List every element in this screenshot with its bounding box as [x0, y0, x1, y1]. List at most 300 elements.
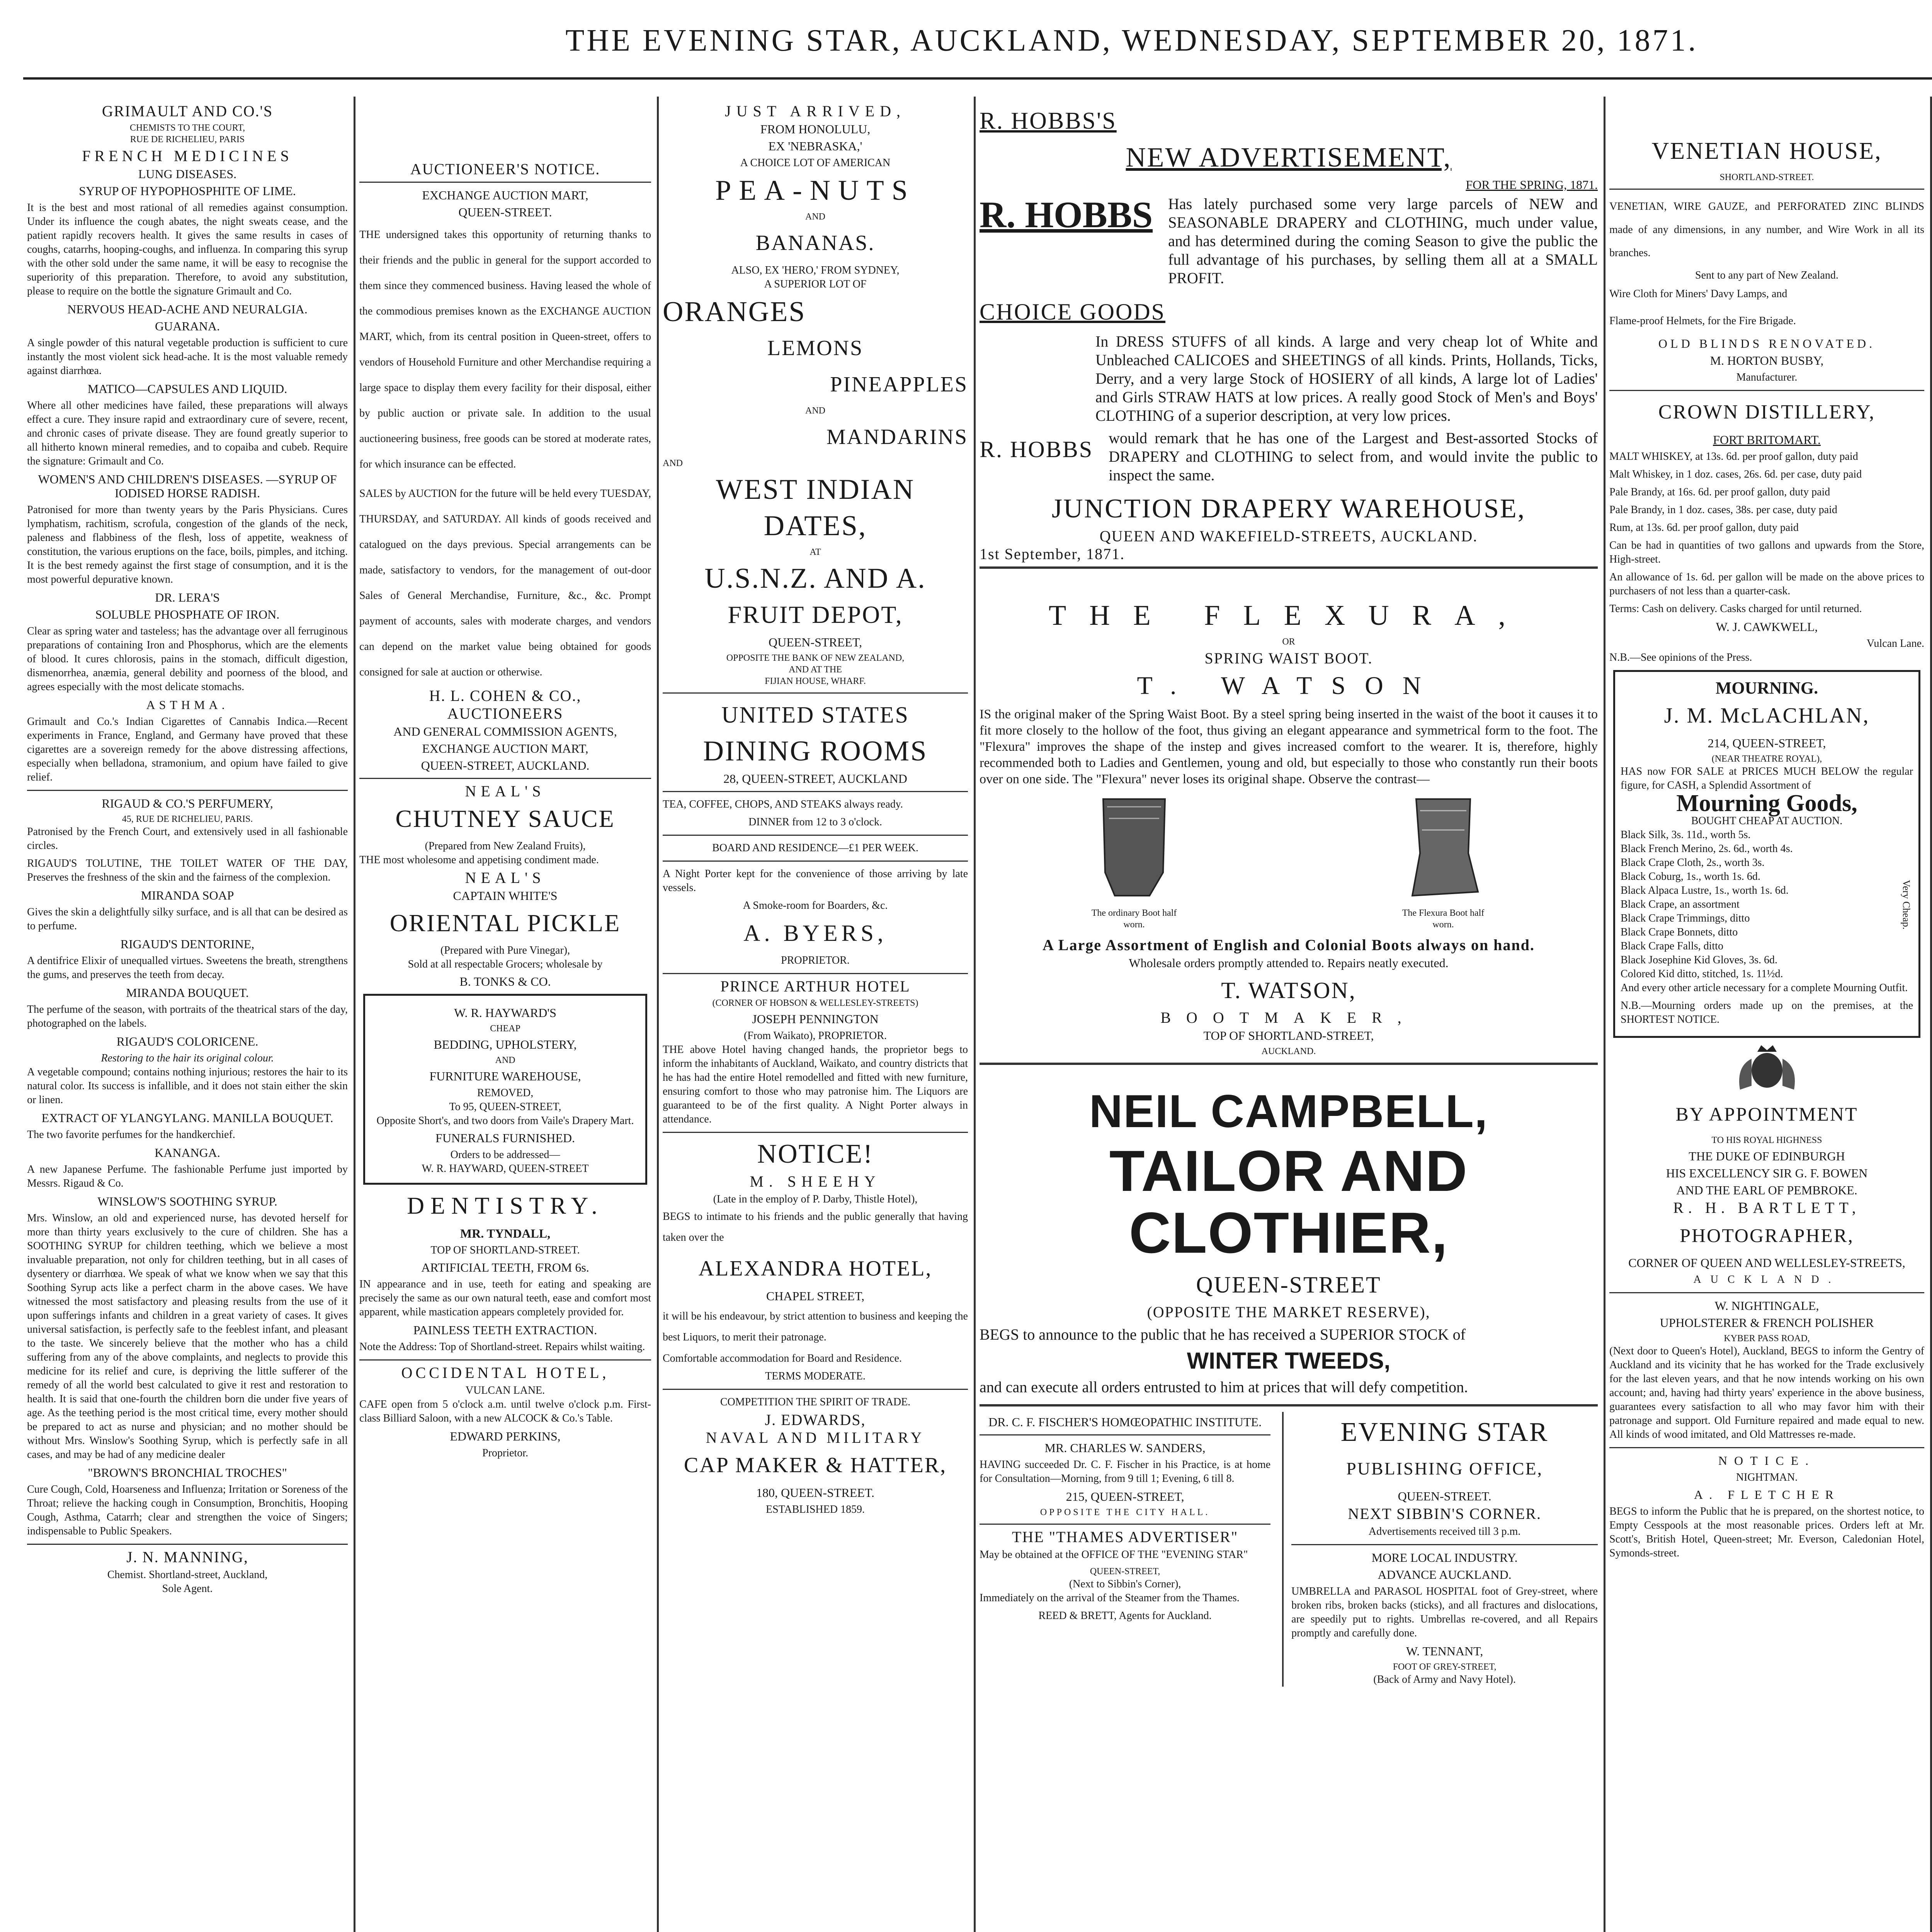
tennant: W. TENNANT, [1406, 1644, 1483, 1658]
dining-dinner: DINNER from 12 to 3 o'clock. [748, 816, 882, 828]
teeth-title: ARTIFICIAL TEETH, FROM 6s. [421, 1260, 589, 1274]
ordinary-boot [1084, 795, 1184, 930]
sanders-body: HAVING succeeded Dr. C. F. Fischer in his Practice, is at home for Consultation—Morning, from 9 till 1; Evening, 6 till 8. [980, 1459, 1271, 1485]
advance-auckland: ADVANCE AUCKLAND. [1378, 1568, 1512, 1582]
miranda-soap-body: Gives the skin a delightfully silky surface, and is all that can be desired as to perfume. [27, 906, 348, 932]
lung-sub: SYRUP OF HYPOPHOSPHITE OF LIME. [79, 184, 296, 198]
flexura-title: THE FLEXURA, [1048, 600, 1529, 631]
vulcan: VULCAN LANE. [465, 1384, 545, 1396]
perkins-sub: Proprietor. [482, 1447, 528, 1459]
venetian-street: SHORTLAND-STREET. [1719, 172, 1814, 182]
rigaud-patron: Patronised by the French Court, and extensively used in all fashionable circles. [27, 826, 348, 852]
mourning-item: Colored Kid ditto, stitched, 1s. 11½d. [1621, 968, 1783, 980]
fruit-line: ALSO, EX 'HERO,' FROM SYDNEY, [731, 264, 900, 276]
new-advertisement: NEW ADVERTISEMENT, [1126, 142, 1452, 173]
chutney-title: CHUTNEY SAUCE [395, 805, 615, 832]
crown-fort: FORT BRITOMART. [1713, 433, 1821, 447]
cohen-sub: AUCTIONEERS [447, 705, 563, 722]
bottom-split [980, 1412, 1598, 1687]
hobbs-block [980, 195, 1598, 291]
hayward-line: FUNERALS FURNISHED. [435, 1131, 575, 1145]
mourning-item: Black Silk, 3s. 11d., worth 5s. [1621, 829, 1751, 841]
crown-title: CROWN DISTILLERY, [1658, 401, 1876, 423]
mourning-goods: Mourning Goods, [1676, 790, 1857, 816]
divider [980, 1434, 1270, 1435]
spring-boot: SPRING WAIST BOOT. [1204, 650, 1373, 667]
terms: TERMS MODERATE. [765, 1370, 866, 1382]
divider [1291, 1544, 1598, 1545]
manning-address: Chemist. Shortland-street, Auckland, [107, 1569, 268, 1581]
masthead-rule [23, 77, 1932, 80]
royal-crest-icon [1728, 1043, 1806, 1094]
byers-title: A. BYERS, [743, 920, 887, 946]
oranges-title: ORANGES [663, 296, 806, 328]
alexandra-acc: Comfortable accommodation for Board and Residence. [663, 1352, 902, 1364]
divider [1609, 1447, 1924, 1448]
sheehy-sub: (Late in the employ of P. Darby, Thistle Hotel), [713, 1193, 918, 1205]
kyber: KYBER PASS ROAD, [1724, 1333, 1810, 1344]
sheehy: M. SHEEHY [750, 1173, 881, 1190]
mourning-list [1621, 828, 1899, 981]
divider [980, 566, 1598, 569]
pennington: JOSEPH PENNINGTON [752, 1012, 879, 1026]
column-divider [354, 97, 355, 1932]
pennington-sub: (From Waikato), PROPRIETOR. [743, 1030, 887, 1042]
mandarins-title: MANDARINS [826, 425, 968, 449]
ordinary-boot-icon [1092, 795, 1177, 903]
cawkwell-sub: Vulcan Lane. [1866, 638, 1924, 650]
neil-body2: and can execute all orders entrusted to him at prices that will defy competition. [980, 1378, 1468, 1396]
kananga-title: KANANGA. [155, 1146, 220, 1160]
coloricene-tag: Restoring to the hair its original colour. [101, 1052, 274, 1064]
rigaud-title: RIGAUD & CO.'S PERFUMERY, [102, 796, 273, 810]
fletcher: A. FLETCHER [1694, 1488, 1840, 1502]
highness: TO HIS ROYAL HIGHNESS [1711, 1135, 1822, 1145]
dates-title: DATES, [764, 510, 867, 542]
es-next: NEXT SIBBIN'S CORNER. [1348, 1505, 1541, 1522]
boots-assortment: A Large Assortment of English and Colonial Boots always on hand. [1043, 936, 1535, 954]
winslow-body: Mrs. Winslow, an old and experienced nurse, has devoted herself for more than thirty years exclusively to the cure of children. She has a SOOTHING SYRUP for children teething, which we believe a most invaluable preparation, not only for children teething, but in all cases of dysentery or diarrhœa. We speak of what we know when we say that this Soothing Syrup acts like a perfect charm in the above cases. We have witnessed the most satisfactory and pleasing results from the use of it upon sufferings infants and children in a great variety of cases. It gives universal satisfaction, is perfectly safe to the feeblest infant, and pleasant to the taste. We sincerely believe that the mother who has a child suffering from any of the above complaints, and neglects to provide this medicine for its relief and cure, is depriving the little sufferer of the remedy of all the world best calculated to give it rest and restoration to health. It is said that one-fourth the children born die under five years of age. As the teething period is the most critical time, every mother should be prepared to act as nurse and physician; and no mother should be without Mrs. Winslow's Soothing Syrup, which is perfectly safe in all cases, and may be had of any medicine dealer [27, 1212, 348, 1461]
bowen: HIS EXCELLENCY SIR G. F. BOWEN [1666, 1166, 1868, 1180]
choice-body: In DRESS STUFFS of all kinds. A large and very cheap lot of White and Unbleached CALICOES and SHEETINGS of all kinds. Prints, Hollands, Ticks, Derry, and a very large Stock of HOSIERY of all kinds, A large lot of Ladies' and Girls STRAW HATS at low prices. A really good Stock of Men's and Boys' CLOTHING of a superior description, at very low prices. [1095, 333, 1598, 424]
miranda-soap-title: MIRANDA SOAP [141, 888, 234, 902]
flexura-boot-caption: The Flexura Boot half worn. [1402, 908, 1485, 930]
crown-price: Pale Brandy, at 16s. 6d. per proof gallon, duty paid [1609, 486, 1830, 498]
manning-agent: Sole Agent. [162, 1583, 213, 1595]
cawkwell: W. J. CAWKWELL, [1716, 620, 1818, 634]
matico-title: MATICO—CAPSULES AND LIQUID. [87, 382, 287, 396]
nervous-title: NERVOUS HEAD-ACHE AND NEURALGIA. [67, 302, 308, 316]
divider [663, 692, 968, 694]
tyndall-address: TOP OF SHORTLAND-STREET. [430, 1244, 580, 1256]
crown-price: Malt Whiskey, in 1 doz. cases, 26s. 6d. per case, duty paid [1609, 468, 1862, 480]
divider [663, 1389, 968, 1390]
fletcher-body: BEGS to inform the Public that he is prepared, on the shortest notice, to Empty Cesspools at the most reasonable prices. Orders left at Mr. Scott's, British Hotel, Queen-street; Mr. Everson, Caledonian Hotel, Symonds-street. [1609, 1505, 1924, 1559]
hayward-line: FURNITURE WAREHOUSE, [429, 1069, 581, 1083]
mourning-item: Black Coburg, 1s., worth 1s. 6d. [1621, 871, 1760, 883]
dining-board: BOARD AND RESIDENCE—£1 PER WEEK. [712, 842, 918, 854]
venetian-sent: Sent to any part of New Zealand. [1695, 269, 1838, 281]
hobbs-remark: would remark that he has one of the Largest and Best-assorted Stocks of DRAPERY and CLOTHING to select from, and would invite the public to inspect the same. [1109, 429, 1598, 484]
crown-price: MALT WHISKEY, at 13s. 6d. per proof gallon, duty paid [1609, 451, 1858, 463]
united-states-title: UNITED STATES [721, 702, 909, 728]
photographer: PHOTOGRAPHER, [1680, 1225, 1854, 1246]
mourning-item: Black French Merino, 2s. 6d., worth 4s. [1621, 843, 1793, 855]
grimault-sub: RUE DE RICHELIEU, PARIS [130, 134, 245, 145]
arrived-title: JUST ARRIVED, [725, 102, 906, 120]
tolutine: RIGAUD'S TOLUTINE, THE TOILET WATER OF THE DAY, Preserves the freshness of the skin and the fairness of the complexion. [27, 857, 348, 883]
edwards-address: 180, QUEEN-STREET. [756, 1486, 875, 1500]
bartlett-auckland: AUCKLAND. [1693, 1274, 1840, 1286]
mclachlan: J. M. McLACHLAN, [1664, 704, 1870, 728]
divider [663, 1132, 968, 1133]
divider [980, 1524, 1270, 1525]
cohen-title: H. L. COHEN & CO., [429, 687, 582, 704]
neil-campbell: NEIL CAMPBELL, [1089, 1085, 1488, 1137]
white-title: CAPTAIN WHITE'S [453, 889, 558, 903]
grimault-title: GRIMAULT AND CO.'S [102, 102, 273, 120]
tonks: B. TONKS & CO. [459, 975, 551, 988]
divider [27, 1544, 348, 1545]
fruit-line: A SUPERIOR LOT OF [764, 278, 867, 290]
pickle-title: ORIENTAL PICKLE [389, 909, 621, 937]
thames-next: (Next to Sibbin's Corner), [1069, 1578, 1181, 1590]
pickle-sub: (Prepared with Pure Vinegar), [440, 944, 570, 956]
lera-title: DR. LERA'S [155, 590, 220, 604]
venetian-title: VENETIAN HOUSE, [1651, 138, 1882, 164]
guarana-body: A single powder of this natural vegetable production is sufficient to cure instantly the most violent sick head-ache. It is the most valuable remedy against diarrhœa. [27, 337, 348, 377]
crown-price: Rum, at 13s. 6d. per proof gallon, duty paid [1609, 522, 1799, 534]
tennant-address: FOOT OF GREY-STREET, [1393, 1662, 1497, 1672]
fruit-line: QUEEN-STREET, [768, 635, 862, 649]
bouquet-body: The perfume of the season, with portraits of the theatrical stars of the day, photographed on the labels. [27, 1003, 348, 1029]
mourning-bought: BOUGHT CHEAP AT AUCTION. [1691, 815, 1843, 827]
painless: PAINLESS TEETH EXTRACTION. [413, 1323, 597, 1337]
lera-sub: SOLUBLE PHOSPHATE OF IRON. [95, 607, 280, 621]
mclachlan-address: 214, QUEEN-STREET, [1708, 736, 1826, 750]
hayward-line: CHEAP [490, 1024, 520, 1034]
thames-body2: Immediately on the arrival of the Steamer from the Thames. [980, 1592, 1240, 1604]
mclachlan-near: (NEAR THEATRE ROYAL), [1711, 754, 1822, 764]
crown-nb: N.B.—See opinions of the Press. [1609, 651, 1752, 663]
divider [359, 182, 651, 183]
neals-title: NEAL'S [465, 782, 546, 800]
peanuts-title: PEA-NUTS [715, 175, 915, 206]
thames-title: THE "THAMES ADVERTISER" [1012, 1528, 1238, 1546]
cohen-sub: EXCHANGE AUCTION MART, [422, 742, 588, 755]
nightman: NIGHTMAN. [1736, 1471, 1798, 1483]
lera-body: Clear as spring water and tasteless; has the advantage over all ferruginous preparations of containing Iron and Phosphorus, which are the elements of blood. It cures chlorosis, pains in the stomach, difficult digestion, dismenorrhea, anæmia, general debility and poorness of the blood, and agrees especially with the most delicate stomachs. [27, 625, 348, 693]
dining-porter: A Night Porter kept for the convenience of those arriving by late vessels. [663, 868, 968, 894]
cafe-body: CAFE open from 5 o'clock a.m. until twelve o'clock p.m. First-class Billiard Saloon, with a new ALCOCK & Co.'s Table. [359, 1398, 651, 1424]
fruit-line: FROM HONOLULU, [760, 122, 871, 136]
hobbs-big: R. HOBBS [980, 194, 1153, 235]
fruit-line: FIJIAN HOUSE, WHARF. [765, 676, 866, 686]
hayward-line: BEDDING, UPHOLSTERY, [434, 1037, 577, 1051]
duke: THE DUKE OF EDINBURGH [1689, 1149, 1845, 1163]
divider [27, 790, 348, 791]
column-grimault [27, 100, 348, 1932]
junction-date: 1st September, 1871. [980, 545, 1125, 563]
notice: NOTICE. [1718, 1454, 1816, 1468]
neil-body: BEGS to announce to the public that he has received a SUPERIOR STOCK of [980, 1326, 1466, 1343]
tyndall: MR. TYNDALL, [460, 1226, 551, 1240]
watson2: T. WATSON, [1221, 978, 1356, 1003]
column-venetian [1609, 100, 1924, 1932]
matico-body: Where all other medicines have failed, these preparations will always effect a cure. They insure rapid and extraordinary cure of severe, recent, and chronic cases of private disease. They are found greatly superior to all hitherto known mineral remedies, and to copaiba and cubeb. Require the signature: Grimault and Co. [27, 400, 348, 467]
fruit-depot-title: FRUIT DEPOT, [728, 601, 903, 628]
alexandra-body: it will be his endeavour, by strict attention to business and keeping the best Liquors, to merit their patronage. [663, 1310, 968, 1343]
occidental-title: OCCIDENTAL HOTEL, [401, 1364, 609, 1381]
hayward-line: REMOVED, [477, 1087, 534, 1099]
hobbs-remark-name: R. HOBBS [980, 437, 1094, 462]
divider [1609, 189, 1924, 190]
thames-street: QUEEN-STREET, [1090, 1566, 1160, 1577]
watson-title: T. WATSON [1137, 672, 1440, 700]
chapel: CHAPEL STREET, [766, 1289, 865, 1303]
guarana-title: GUARANA. [155, 319, 220, 333]
nightingale-body: (Next door to Queen's Hotel), Auckland, BEGS to inform the Gentry of Auckland and its vicinity that he has worked for the Trade exclusively for the last eleven years, and that he now intends working on his own account; and, having had thirty years' experience in the above business, guarantees every satisfaction to all who may favor him with their patronage and support. Old Furniture repaired and made equal to new. All kinds of wood imitated, and Old Mattresses re-made. [1609, 1345, 1924, 1440]
hayward-line: Orders to be addressed— [450, 1149, 560, 1161]
prince-body: THE above Hotel having changed hands, the proprietor begs to inform the inhabitants of Auckland, Waikato, and country districts that he has had the entire Hotel remodelled and fitted with new furniture, ensuring comfort to those who may patronise him. The Liquors are guaranteed to be of the first quality. A Night Porter always in attendance. [663, 1044, 968, 1125]
mourning-item: Black Crape Cloth, 2s., worth 3s. [1621, 857, 1765, 869]
neil-opposite: (OPPOSITE THE MARKET RESERVE), [1147, 1303, 1430, 1321]
lemons-title: LEMONS [767, 336, 864, 360]
ylang-body: The two favorite perfumes for the handkerchief. [27, 1129, 235, 1141]
women-body: Patronised for more than twenty years by the Paris Physicians. Cures lymphatism, rachitism, scrofula, congestion of the glands of the neck, paleness and flabbiness of the flesh, loss of appetite, weakness of constitution, the various eruptions on the face, boils, pimples, and itching. It is the best remedy against the first stage of consumption, and it is the most powerful depurative known. [27, 504, 348, 585]
local-industry: MORE LOCAL INDUSTRY. [1371, 1551, 1518, 1565]
crown-price: Pale Brandy, in 1 doz. cases, 38s. per case, duty paid [1609, 504, 1837, 516]
coloricene-body: A vegetable compound; contains nothing injurious; restores the hair to its natural color. Its success is infallible, and it does not stain either the skin or linen. [27, 1066, 348, 1106]
naval: NAVAL AND MILITARY [706, 1429, 925, 1446]
tailor-clothier: TAILOR AND CLOTHIER, [1109, 1138, 1468, 1265]
boot-illustrations [980, 795, 1598, 930]
watson-address: TOP OF SHORTLAND-STREET, [1203, 1029, 1374, 1043]
bootmaker: BOOTMAKER, [1160, 1009, 1417, 1026]
competition: COMPETITION THE SPIRIT OF TRADE. [720, 1396, 911, 1408]
divider [980, 1063, 1598, 1065]
auction-title: AUCTIONEER'S NOTICE. [410, 160, 600, 178]
cohen-sub: AND GENERAL COMMISSION AGENTS, [393, 724, 617, 738]
umbrella-body: UMBRELLA and PARASOL HOSPITAL foot of Grey-street, where broken ribs, broken backs (sticks), and all fractures and dislocations, are speedily put to rights. Umbrellas re-covered, and all Repairs promptly and carefully done. [1291, 1585, 1598, 1639]
mourning-item: Black Crape Trimmings, ditto [1621, 912, 1750, 924]
column-divider [657, 97, 659, 1932]
rigaud-address: 45, RUE DE RICHELIEU, PARIS. [122, 814, 253, 824]
dining-rooms-title: DINING ROOMS [703, 735, 928, 767]
women-title: WOMEN'S AND CHILDREN'S DISEASES. —SYRUP OF IODISED HORSE RADISH. [38, 472, 337, 500]
hobbs-remark-block [980, 429, 1598, 488]
crown-terms: Terms: Cash on delivery. Casks charged for until returned. [1609, 603, 1862, 615]
hayward-line: AND [495, 1055, 515, 1065]
thames-reed: REED & BRETT, Agents for Auckland. [1038, 1610, 1212, 1622]
fruit-line: AND [663, 458, 683, 468]
divider [980, 1404, 1598, 1406]
perkins: EDWARD PERKINS, [450, 1429, 561, 1443]
mourning-title: MOURNING. [1715, 679, 1818, 697]
prince-address: (CORNER OF HOBSON & WELLESLEY-STREETS) [712, 998, 918, 1008]
mourning-nb: N.B.—Mourning orders made up on the premises, at the SHORTEST NOTICE. [1621, 1000, 1913, 1026]
chutney-body: THE most wholesome and appetising condiment made. [359, 854, 599, 866]
es-adverts: Advertisements received till 3 p.m. [1368, 1526, 1521, 1537]
prince-title: PRINCE ARTHUR HOTEL [720, 978, 910, 995]
venetian-flame: Flame-proof Helmets, for the Fire Brigade. [1609, 315, 1796, 327]
boots-wholesale: Wholesale orders promptly attended to. Repairs neatly executed. [1129, 956, 1449, 970]
auction-sub: EXCHANGE AUCTION MART, [422, 188, 588, 202]
crown-allowance: An allowance of 1s. 6d. per gallon will be made on the above prices to purchasers of not less than a quarter-cask. [1609, 571, 1924, 597]
brown-body: Cure Cough, Cold, Hoarseness and Influenza; Irritation or Soreness of the Throat; relieve the hacking cough in Consumption, Bronchitis, Hooping Cough, Asthma, Catarrh; clear and strengthen the voice of Singers; indispensable to Public Speakers. [27, 1483, 348, 1537]
nightingale: W. NIGHTINGALE, [1714, 1299, 1819, 1313]
crown-body: Can be had in quantities of two gallons and upwards from the Store, High-street. [1609, 539, 1924, 565]
column-auction [359, 100, 651, 1932]
auction-sub: QUEEN-STREET. [458, 205, 552, 219]
dining-smoke: A Smoke-room for Boarders, &c. [743, 900, 888, 912]
appointment: BY APPOINTMENT [1675, 1103, 1858, 1125]
spring-1871: FOR THE SPRING, 1871. [1466, 178, 1598, 192]
busby: M. HORTON BUSBY, [1710, 354, 1824, 367]
brown-title: "BROWN'S BRONCHIAL TROCHES" [88, 1466, 287, 1480]
teeth-body: IN appearance and in use, teeth for eating and speaking are precisely the same as our own natural teeth, ease and comfort most apparent, while mastication appears completely provided for. [359, 1278, 651, 1318]
winter-tweeds: WINTER TWEEDS, [1187, 1348, 1391, 1374]
dentistry-title: DENTISTRY. [407, 1193, 604, 1219]
kananga-body: A new Japanese Perfume. The fashionable Perfume just imported by Messrs. Rigaud & Co. [27, 1163, 348, 1189]
choice-goods: CHOICE GOODS [980, 299, 1166, 325]
column-divider [1930, 97, 1932, 1932]
es-office: PUBLISHING OFFICE, [1346, 1459, 1543, 1478]
pembroke: AND THE EARL OF PEMBROKE. [1676, 1183, 1857, 1197]
flexura-boot [1393, 795, 1493, 930]
cap-maker: CAP MAKER & HATTER, [684, 1453, 947, 1477]
old-blinds: OLD BLINDS RENOVATED. [1658, 337, 1876, 350]
hayward-title: W. R. HAYWARD'S [454, 1006, 556, 1020]
divider [663, 861, 968, 862]
venetian-body: VENETIAN, WIRE GAUZE, and PERFORATED ZINC BLINDS made of any dimensions, in any number, and Wire Work in all its branches. [1609, 201, 1924, 259]
established: ESTABLISHED 1859. [766, 1503, 865, 1515]
divider [1609, 1292, 1924, 1293]
very-cheap: Very Cheap. [1901, 879, 1912, 930]
dentorine-body: A dentifrice Elixir of unequalled virtues. Sweetens the breath, strengthens the gums, and preserves the teeth from decay. [27, 955, 348, 981]
dentorine-title: RIGAUD'S DENTORINE, [120, 937, 255, 951]
mclachlan-body: HAS now FOR SALE at PRICES MUCH BELOW the regular figure, for CASH, a Splendid Assortment of [1621, 765, 1913, 791]
grimault-sub: CHEMISTS TO THE COURT, [129, 123, 245, 133]
usnz-title: U.S.N.Z. AND A. [704, 563, 926, 594]
bouquet-title: MIRANDA BOUQUET. [126, 986, 249, 1000]
lung-title: LUNG DISEASES. [138, 167, 237, 181]
bartlett-corner: CORNER OF QUEEN AND WELLESLEY-STREETS, [1628, 1256, 1905, 1270]
junction-title: JUNCTION DRAPERY WAREHOUSE, [1051, 494, 1526, 524]
painless-body: Note the Address: Top of Shortland-street. Repairs whilst waiting. [359, 1341, 645, 1353]
mourning-item: Black Crape Falls, ditto [1621, 940, 1723, 952]
chutney-sub: (Prepared from New Zealand Fruits), [425, 840, 586, 852]
hayward-line: To 95, QUEEN-STREET, [449, 1101, 561, 1113]
mourning-list-wrap [1621, 828, 1913, 981]
divider [1609, 390, 1924, 391]
column-fruit [663, 100, 968, 1932]
column-hobbs [980, 100, 1598, 1932]
lung-body: It is the best and most rational of all remedies against consumption. Under its influence the cough abates, the night sweats cease, and the patient rapidly recovers health. It gives the same results in cases of coughs, catarrhs, hooping-coughs, and influenza. In comparing this syrup with the other sold under the same name, it will be easy to recognise the superiority of this preparation. Therefore, to avoid any substitution, please to require on the bottle the signature Grimault and Co. [27, 202, 348, 297]
evening-star-block [1282, 1412, 1598, 1687]
fischer-title: DR. C. F. FISCHER'S HOMŒOPATHIC INSTITUTE. [988, 1415, 1262, 1429]
fischer-block [980, 1412, 1270, 1687]
sanders: MR. CHARLES W. SANDERS, [1044, 1441, 1206, 1455]
fruit-line: AND [805, 212, 825, 222]
flexura-or: OR [1282, 637, 1295, 647]
divider [663, 973, 968, 974]
winslow-title: WINSLOW'S SOOTHING SYRUP. [97, 1194, 277, 1208]
dining-tea: TEA, COFFEE, CHOPS, AND STEAKS always ready. [663, 798, 903, 810]
busby-sub: Manufacturer. [1736, 371, 1798, 383]
notice-title: NOTICE! [757, 1139, 874, 1169]
thames-body: May be obtained at the OFFICE OF THE "EVENING STAR" [980, 1549, 1248, 1561]
neals-title: NEAL'S [465, 869, 546, 886]
ordinary-boot-caption: The ordinary Boot half worn. [1091, 908, 1177, 930]
edwards: J. EDWARDS, [765, 1411, 866, 1429]
flexura-body: IS the original maker of the Spring Waist Boot. By a steel spring being inserted in the waist of the boot it causes it to fit more closely to the hollow of the foot, thus giving an elegant appearance and symmetrical form to the foot. The "Flexura" improves the shape of the instep and gives increased comfort to the wearer. It is, therefore, highly recommended both to Ladies and Gentlemen, young and old, but especially to those who constantly run their boots over on one side. The "Flexura" never loses its original shape. Observe the contrast— [980, 707, 1598, 786]
byers-sub: PROPRIETOR. [781, 954, 850, 966]
west-indian-title: WEST INDIAN [716, 474, 915, 505]
fruit-line: AT [810, 547, 821, 557]
fruit-line: AND [805, 406, 825, 416]
divider [663, 835, 968, 836]
hayward-line: Opposite Short's, and two doors from Vaile's Drapery Mart. [376, 1115, 634, 1127]
fischer-address: 215, QUEEN-STREET, [1066, 1490, 1184, 1503]
masthead: THE EVENING STAR, AUCKLAND, WEDNESDAY, SEPTEMBER 20, 1871. [565, 24, 1698, 58]
ylang-title: EXTRACT OF YLANGYLANG. MANILLA BOUQUET. [41, 1111, 333, 1125]
bartlett: R. H. BARTLETT, [1673, 1199, 1861, 1216]
cohen-sub: QUEEN-STREET, AUCKLAND. [421, 759, 590, 772]
manning-title: J. N. MANNING, [126, 1548, 248, 1566]
venetian-wire: Wire Cloth for Miners' Davy Lamps, and [1609, 288, 1787, 300]
mourning-item: Black Crape Bonnets, ditto [1621, 926, 1738, 938]
mourning-item: Black Alpaca Lustre, 1s., worth 1s. 6d. [1621, 884, 1789, 896]
hobbs-body: Has lately purchased some very large parcels of NEW and SEASONABLE DRAPERY and CLOTHING, much under value, and has determined during the coming Season to give the public the full advantage of his purchases, by selling them all at a SMALL PROFIT. [1168, 195, 1598, 287]
column-divider [1604, 97, 1605, 1932]
mourning-box [1613, 670, 1920, 1038]
evening-star-title: EVENING STAR [1340, 1417, 1549, 1447]
alexandra-title: ALEXANDRA HOTEL, [698, 1257, 932, 1281]
fruit-line: AND AT THE [789, 665, 842, 675]
hayward-box [363, 994, 647, 1185]
column-divider [974, 97, 976, 1932]
es-street: QUEEN-STREET. [1398, 1489, 1492, 1503]
upholsterer: UPHOLSTERER & FRENCH POLISHER [1660, 1316, 1874, 1330]
auction-body: THE undersigned takes this opportunity of returning thanks to their friends and the public in general for the support accorded to them since they commenced business. Having leased the whole of the commodious premises known as the EXCHANGE AUCTION MART, which, from its central position in Queen-street, offers to vendors of Household Furniture and other Merchandise requiring a large space to display them every facility for their disposal, either by public auction or private sale. In addition to the usual auctioneering business, free goods can be stored at moderate rates, for which insurance can be effected. [359, 229, 651, 470]
hayward-line: W. R. HAYWARD, QUEEN-STREET [422, 1163, 589, 1175]
dining-address: 28, QUEEN-STREET, AUCKLAND [723, 772, 907, 786]
divider [359, 778, 651, 779]
sheehy-body: BEGS to intimate to his friends and the public generally that having taken over the [663, 1211, 968, 1243]
flexura-boot-icon [1401, 795, 1486, 903]
mourning-every: And every other article necessary for a complete Mourning Outfit. [1621, 982, 1908, 994]
grimault-heading: FRENCH MEDICINES [82, 147, 293, 165]
asthma-title: ASTHMA. [146, 698, 229, 712]
divider [359, 1359, 651, 1361]
tennant-back: (Back of Army and Navy Hotel). [1373, 1673, 1516, 1685]
mourning-item: Black Crape, an assortment [1621, 898, 1740, 910]
asthma-body: Grimault and Co.'s Indian Cigarettes of Cannabis Indica.—Recent experiments in France, England, and Germany have proved that these cigarettes are a sovereign remedy for the above distressing affections, especially when belladona, stramonium, and opium have failed to give relief. [27, 716, 348, 783]
bananas-title: BANANAS. [755, 231, 875, 255]
mourning-item: Black Josephine Kid Gloves, 3s. 6d. [1621, 954, 1777, 966]
fruit-line: EX 'NEBRASKA,' [768, 139, 862, 153]
neil-street: QUEEN-STREET [1196, 1272, 1381, 1298]
pineapples-title: PINEAPPLES [830, 372, 968, 396]
divider [663, 791, 968, 792]
watson-auckland: AUCKLAND. [1261, 1046, 1316, 1056]
coloricene-title: RIGAUD'S COLORICENE. [116, 1034, 259, 1048]
pickle-body: Sold at all respectable Grocers; wholesale by [408, 958, 603, 970]
fruit-line: OPPOSITE THE BANK OF NEW ZEALAND, [726, 653, 905, 663]
fruit-line: A CHOICE LOT OF AMERICAN [740, 157, 891, 169]
fischer-opposite: OPPOSITE THE CITY HALL. [1040, 1507, 1210, 1517]
